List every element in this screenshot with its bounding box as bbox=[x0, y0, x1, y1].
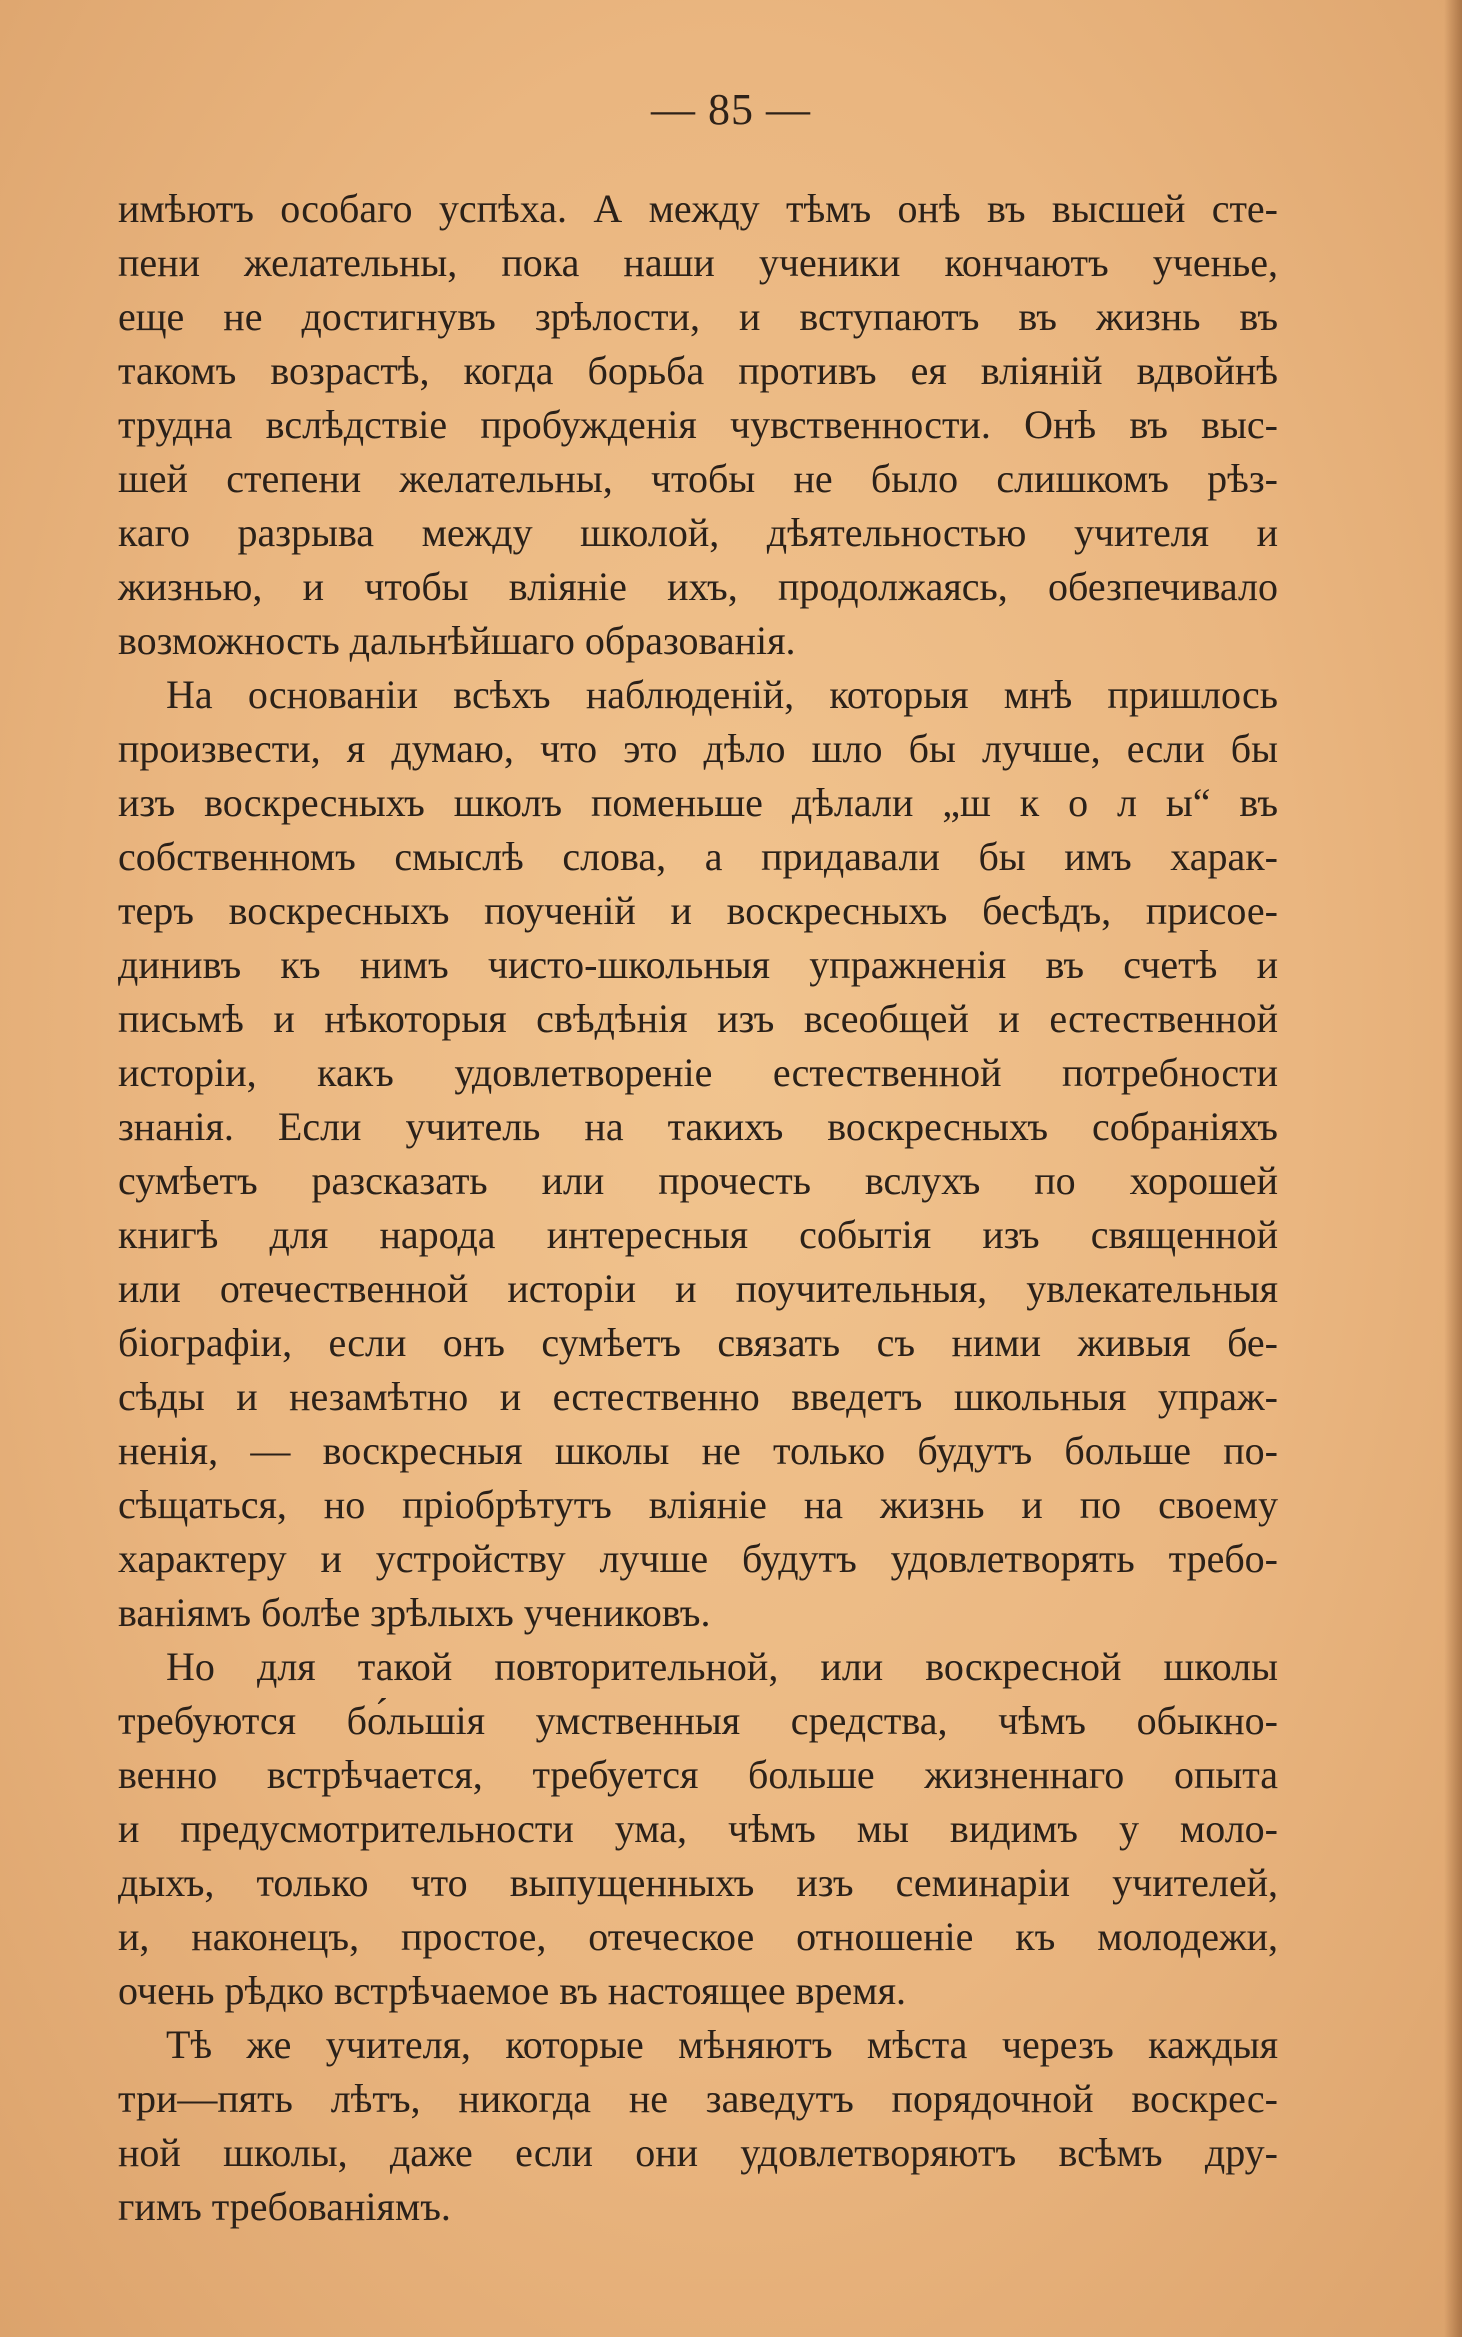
text-line: исторіи, какъ удовлетвореніе естественной потребности bbox=[118, 1050, 1278, 1095]
text-line: или отечественной исторіи и поучительныя, увлекательныя bbox=[118, 1266, 1278, 1311]
text-line: возможность дальнѣйшаго образованія. bbox=[118, 618, 796, 663]
text-line: и предусмотрительности ума, чѣмъ мы видимъ у моло- bbox=[118, 1806, 1278, 1851]
text-line: произвести, я думаю, что это дѣло шло бы лучше, если бы bbox=[118, 726, 1278, 771]
body-text bbox=[118, 182, 1278, 2234]
text-line: Тѣ же учителя, которые мѣняютъ мѣста черезъ каждыя bbox=[166, 2022, 1278, 2067]
text-line: Но для такой повторительной, или воскресной школы bbox=[166, 1644, 1278, 1689]
text-line: и, наконецъ, простое, отеческое отношеніе къ молодежи, bbox=[118, 1914, 1278, 1959]
text-line: знанія. Если учитель на такихъ воскресныхъ собраніяхъ bbox=[118, 1104, 1278, 1149]
text-line: ваніямъ болѣе зрѣлыхъ учениковъ. bbox=[118, 1590, 711, 1635]
text-line: динивъ къ нимъ чисто-школьныя упражненія въ счетѣ и bbox=[118, 942, 1278, 987]
paragraph-2 bbox=[118, 668, 1278, 1640]
text-line: сумѣетъ разсказать или прочесть вслухъ по хорошей bbox=[118, 1158, 1278, 1203]
text-line: біографіи, если онъ сумѣетъ связать съ ними живыя бе- bbox=[118, 1320, 1278, 1365]
text-line: теръ воскресныхъ поученій и воскресныхъ бесѣдъ, присое- bbox=[118, 888, 1278, 933]
text-line: имѣютъ особаго успѣха. А между тѣмъ онѣ въ высшей сте- bbox=[118, 186, 1278, 231]
text-line: каго разрыва между школой, дѣятельностью учителя и bbox=[118, 510, 1278, 555]
text-line: книгѣ для народа интересныя событія изъ священной bbox=[118, 1212, 1278, 1257]
text-line: гимъ требованіямъ. bbox=[118, 2184, 451, 2229]
text-line: сѣщаться, но пріобрѣтутъ вліяніе на жизнь и по своему bbox=[118, 1482, 1278, 1527]
paragraph-4 bbox=[118, 2018, 1278, 2234]
text-line: На основаніи всѣхъ наблюденій, которыя мнѣ пришлось bbox=[166, 672, 1278, 717]
text-line: очень рѣдко встрѣчаемое въ настоящее время. bbox=[118, 1968, 906, 2013]
text-line: пени желательны, пока наши ученики кончаютъ ученье, bbox=[118, 240, 1278, 285]
paragraph-3 bbox=[118, 1640, 1278, 2018]
text-line: ненія, — воскресныя школы не только будутъ больше по- bbox=[118, 1428, 1278, 1473]
text-line: такомъ возрастѣ, когда борьба противъ ея вліяній вдвойнѣ bbox=[118, 348, 1278, 393]
page-number: — 85 — bbox=[651, 85, 811, 134]
text-line: жизнью, и чтобы вліяніе ихъ, продолжаясь, обезпечивало bbox=[118, 564, 1278, 609]
text-line: сѣды и незамѣтно и естественно введетъ школьныя упраж- bbox=[118, 1374, 1278, 1419]
text-line: ной школы, даже если они удовлетворяютъ всѣмъ дру- bbox=[118, 2130, 1278, 2175]
text-line: дыхъ, только что выпущенныхъ изъ семинаріи учителей, bbox=[118, 1860, 1278, 1905]
text-line: характеру и устройству лучше будутъ удовлетворять требо- bbox=[118, 1536, 1278, 1581]
text-line: три—пять лѣтъ, никогда не заведутъ порядочной воскрес- bbox=[118, 2076, 1278, 2121]
text-line: требуются бо́льшія умственныя средства, чѣмъ обыкно- bbox=[118, 1698, 1278, 1743]
page-edge-shadow bbox=[1444, 0, 1462, 2337]
text-line: еще не достигнувъ зрѣлости, и вступаютъ въ жизнь въ bbox=[118, 294, 1278, 339]
text-line: венно встрѣчается, требуется больше жизненнаго опыта bbox=[118, 1752, 1278, 1797]
paragraph-1 bbox=[118, 182, 1278, 668]
text-line: трудна вслѣдствіе пробужденія чувственности. Онѣ въ выс- bbox=[118, 402, 1278, 447]
text-line: письмѣ и нѣкоторыя свѣдѣнія изъ всеобщей и естественной bbox=[118, 996, 1278, 1041]
text-line: шей степени желательны, чтобы не было слишкомъ рѣз- bbox=[118, 456, 1278, 501]
text-line: изъ воскресныхъ школъ поменьше дѣлали „ш к о л ы“ въ bbox=[118, 780, 1278, 825]
text-line: собственномъ смыслѣ слова, а придавали бы имъ харак- bbox=[118, 834, 1278, 879]
